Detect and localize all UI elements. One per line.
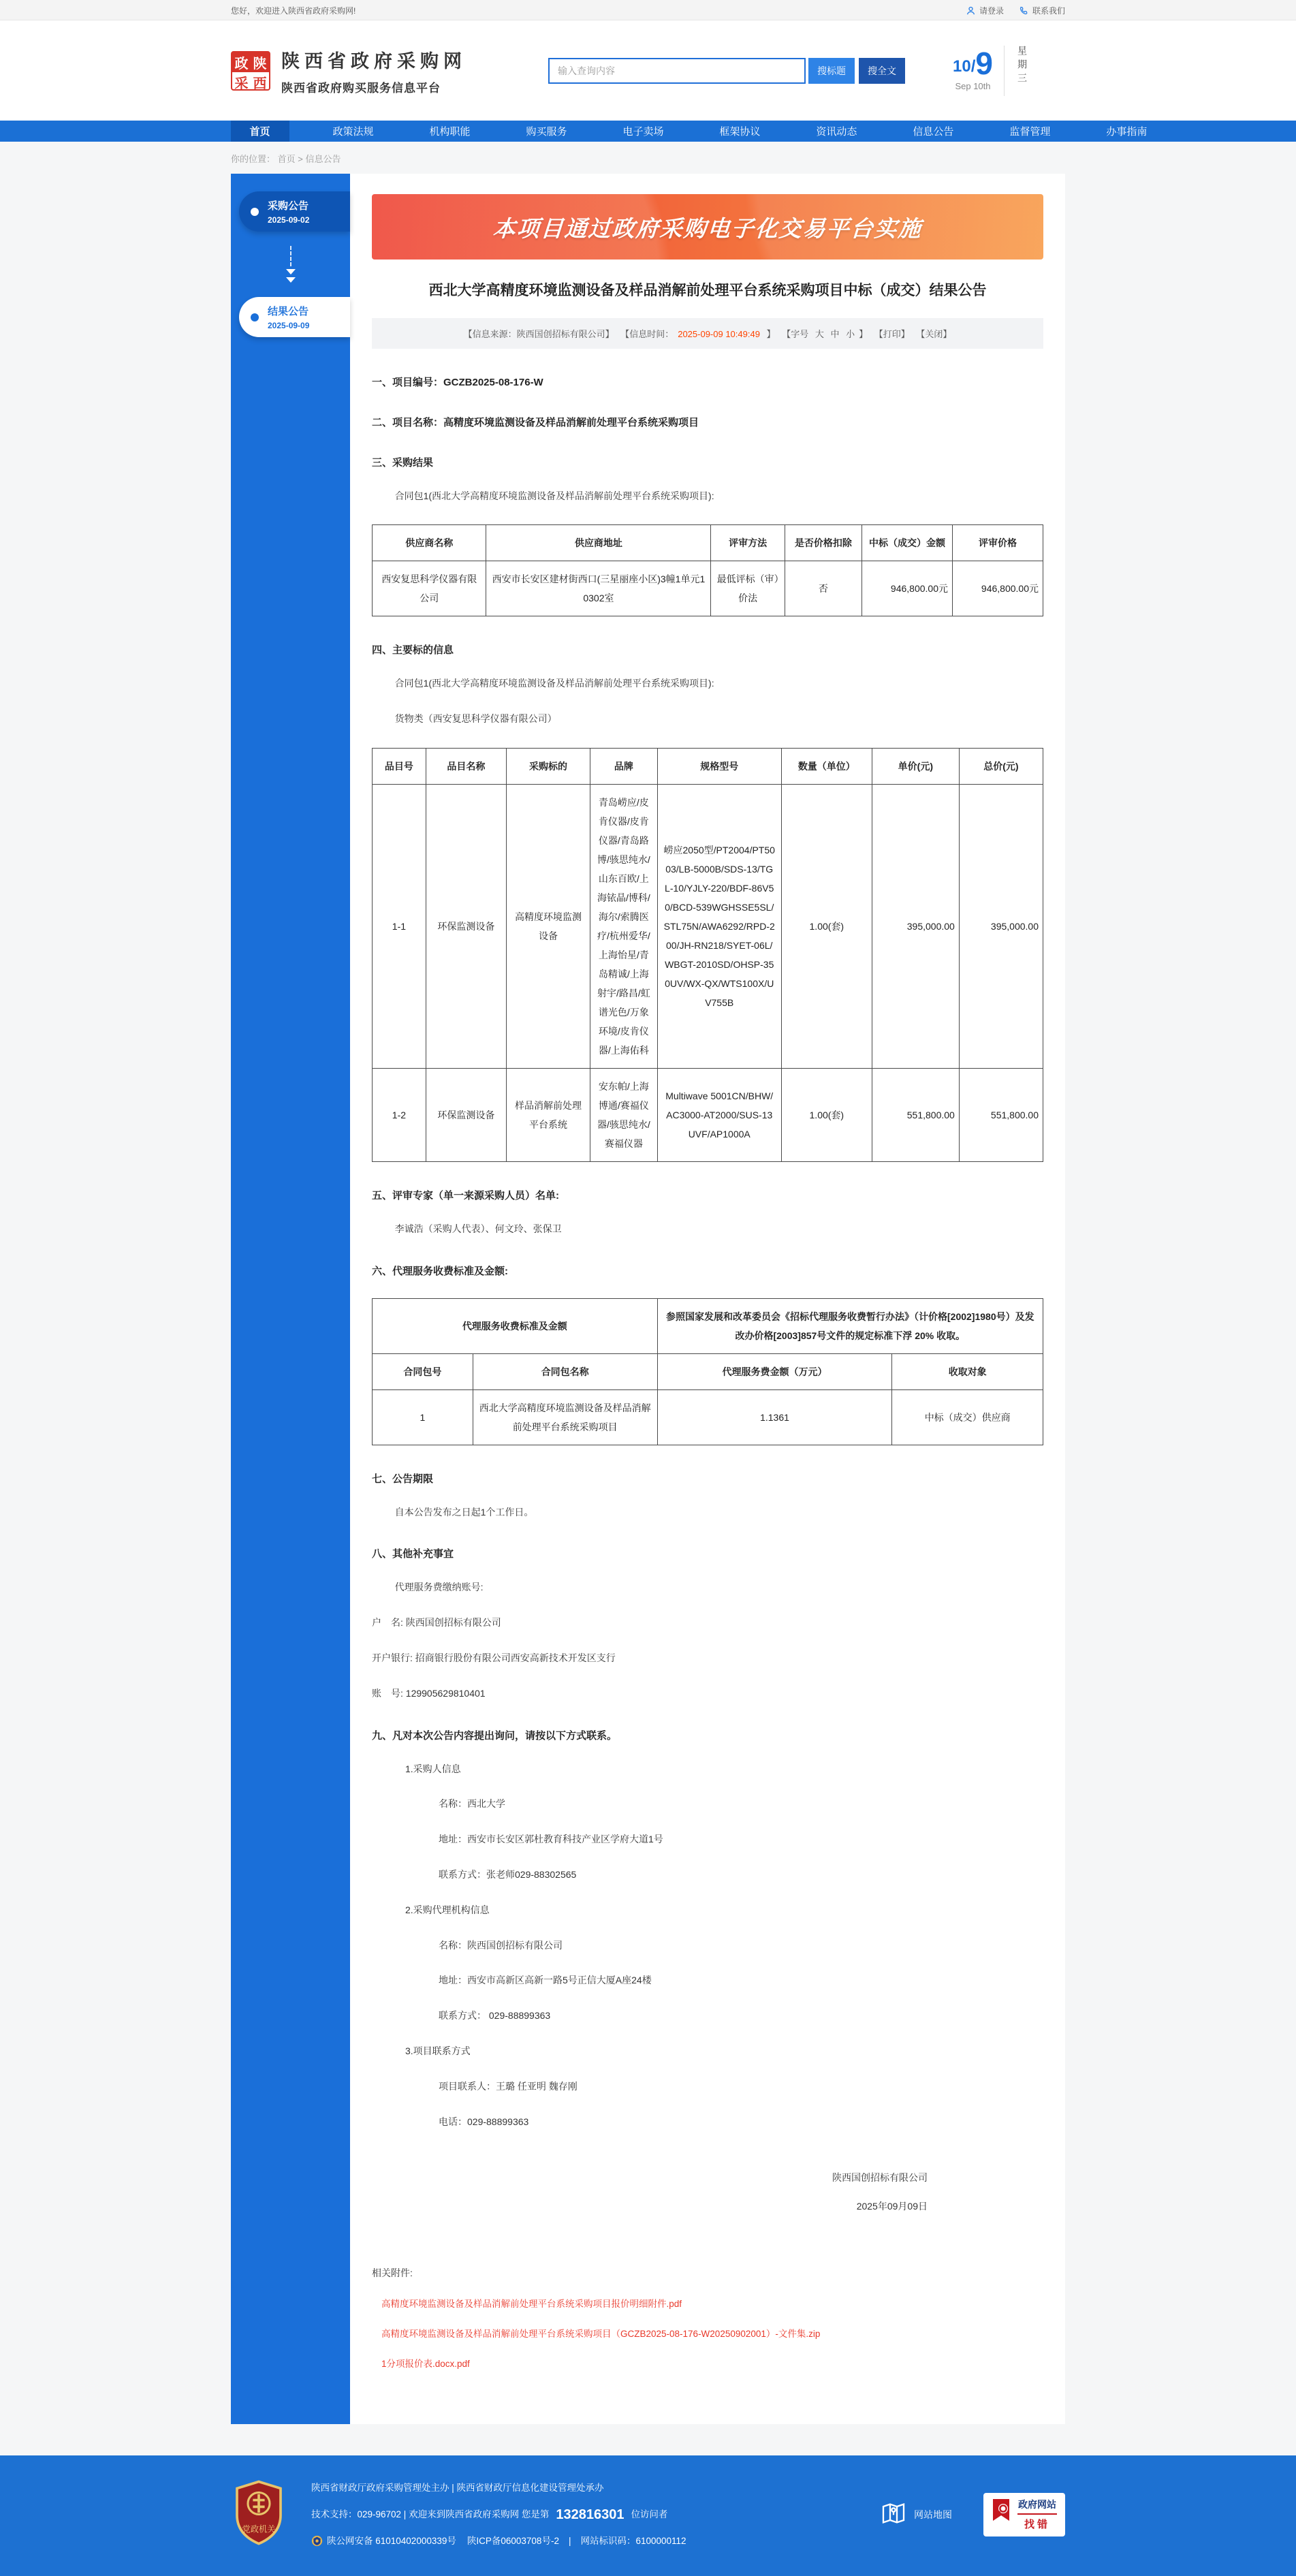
attachment-link[interactable]: 1分项报价表.docx.pdf bbox=[381, 2359, 470, 2370]
breadcrumb bbox=[231, 142, 1065, 174]
cell-review-method: 最低评标（审）价法 bbox=[711, 561, 785, 616]
cell-item-name: 环保监测设备 bbox=[426, 1068, 506, 1161]
agency-name: 名称：陕西国创招标有限公司 bbox=[439, 1939, 563, 1951]
emblem-label: 党政机关 bbox=[242, 2524, 276, 2534]
site-subtitle: 陕西省政府购买服务信息平台 bbox=[281, 81, 441, 95]
cell-review-price: 946,800.00元 bbox=[953, 561, 1043, 616]
timeline-sidebar bbox=[231, 174, 350, 2424]
col-package-no: 合同包号 bbox=[373, 1353, 473, 1389]
cell-price-deduction: 否 bbox=[785, 561, 862, 616]
user-icon bbox=[966, 5, 976, 16]
step-date: 2025-09-02 bbox=[268, 215, 310, 225]
cell-supplier-address: 西安市长安区建材街西口(三星丽座小区)3幢1单元10302室 bbox=[486, 561, 711, 616]
nav-item-policies[interactable]: 政策法规 bbox=[332, 126, 374, 138]
project-contact-phone: 电话：029-88899363 bbox=[439, 2116, 529, 2127]
bank-name: 开户银行: 招商银行股份有限公司西安高新技术开发区支行 bbox=[372, 1652, 616, 1664]
login-link[interactable] bbox=[966, 5, 1004, 16]
badge-find-error-label: 找错 bbox=[1024, 2519, 1050, 2531]
print-button[interactable]: 【打印】 bbox=[874, 328, 910, 339]
col-review-price: 评审价格 bbox=[953, 525, 1043, 561]
section-5-heading: 五、评审专家（单一来源采购人员）名单: bbox=[372, 1189, 559, 1201]
attachments-label: 相关附件: bbox=[372, 2267, 413, 2279]
site-header bbox=[0, 20, 1296, 121]
timeline-step-result-notice[interactable] bbox=[239, 297, 350, 337]
article-content bbox=[350, 174, 1065, 2424]
cell-package-name: 西北大学高精度环境监测设备及样品消解前处理平台系统采购项目 bbox=[473, 1389, 657, 1445]
logo-char: 西 bbox=[251, 72, 269, 91]
meta-time-close: 】 bbox=[763, 328, 776, 339]
supplier-result-table bbox=[372, 524, 1043, 616]
table-row bbox=[373, 1068, 1043, 1161]
nav-item-supervision[interactable]: 监督管理 bbox=[1009, 126, 1051, 138]
close-button[interactable]: 【关闭】 bbox=[916, 328, 952, 339]
nav-item-functions[interactable]: 机构职能 bbox=[429, 126, 471, 138]
col-procurement-target: 采购标的 bbox=[506, 748, 590, 784]
footer-support-line bbox=[311, 2504, 686, 2526]
cell-item-name: 环保监测设备 bbox=[426, 784, 506, 1068]
date-month: 10/ bbox=[953, 57, 976, 76]
table-row bbox=[373, 1298, 1043, 1353]
cell-fee-standard-label: 代理服务收费标准及金额 bbox=[373, 1298, 658, 1353]
signature-company: 陕西国创招标有限公司 bbox=[832, 2172, 928, 2184]
sitemap-label: 网站地图 bbox=[914, 2509, 952, 2520]
nav-item-news[interactable]: 资讯动态 bbox=[816, 126, 857, 138]
step-dot bbox=[251, 208, 259, 216]
signature-block bbox=[372, 2171, 1043, 2213]
table-header-row bbox=[373, 748, 1043, 784]
site-logo bbox=[231, 51, 270, 91]
site-title: 陕西省政府采购网 bbox=[281, 50, 467, 72]
platform-banner bbox=[372, 194, 1043, 260]
welcome-text: 您好，欢迎进入陕西省政府采购网! bbox=[231, 5, 356, 16]
purchaser-info-title: 1.采购人信息 bbox=[405, 1763, 461, 1774]
logo-char: 政 bbox=[232, 52, 251, 72]
website-error-report-badge[interactable] bbox=[983, 2493, 1065, 2536]
table-row bbox=[373, 561, 1043, 616]
cell-award-amount: 946,800.00元 bbox=[862, 561, 953, 616]
timeline-arrow-icon bbox=[231, 232, 350, 297]
col-spec-model: 规格型号 bbox=[657, 748, 781, 784]
cell-item-no: 1-2 bbox=[373, 1068, 426, 1161]
police-badge-icon bbox=[311, 2535, 323, 2547]
section-6-heading: 六、代理服务收费标准及金额: bbox=[372, 1265, 508, 1277]
expert-names: 李诚浩（采购人代表）、何文玲、张保卫 bbox=[394, 1223, 562, 1234]
badge-divider bbox=[1017, 2513, 1057, 2515]
fontsize-small-button[interactable]: 小 bbox=[846, 328, 855, 339]
fontsize-medium-button[interactable]: 中 bbox=[830, 328, 840, 339]
signature-date: 2025年09月09日 bbox=[856, 2201, 928, 2212]
banner-text: 本项目通过政府采购电子化交易平台实施 bbox=[492, 215, 923, 241]
step-title: 采购公告 bbox=[268, 200, 309, 212]
section-7-body: 自本公告发布之日起1个工作日。 bbox=[394, 1506, 534, 1518]
project-contact-title: 3.项目联系方式 bbox=[405, 2045, 471, 2057]
timeline-step-procurement-notice[interactable] bbox=[239, 191, 350, 232]
table-row bbox=[373, 784, 1043, 1068]
section-1-heading: 一、项目编号：GCZB2025-08-176-W bbox=[372, 376, 543, 388]
cell-item-no: 1-1 bbox=[373, 784, 426, 1068]
section-2-heading: 二、项目名称：高精度环境监测设备及样品消解前处理平台系统采购项目 bbox=[372, 416, 699, 428]
government-emblem-icon bbox=[231, 2480, 287, 2549]
cell-quantity: 1.00(套) bbox=[781, 784, 872, 1068]
bid-items-table bbox=[372, 748, 1043, 1162]
agency-address: 地址：西安市高新区高新一路5号正信大厦A座24楼 bbox=[439, 1975, 652, 1986]
cell-unit-price: 395,000.00 bbox=[872, 784, 959, 1068]
announcement-title: 西北大学高精度环境监测设备及样品消解前处理平台系统采购项目中标（成交）结果公告 bbox=[428, 283, 987, 298]
cell-fee-policy: 参照国家发展和改革委员会《招标代理服务收费暂行办法》（计价格[2002]1980号）及发改办价格[2003]857号文件的规定标准下浮 20% 收取。 bbox=[657, 1298, 1043, 1353]
col-agency-fee: 代理服务费金额（万元） bbox=[657, 1353, 892, 1389]
col-quantity: 数量（单位） bbox=[781, 748, 872, 784]
section-4-package: 合同包1(西北大学高精度环境监测设备及样品消解前处理平台系统采购项目): bbox=[394, 678, 714, 689]
article-meta bbox=[372, 318, 1043, 349]
fontsize-large-button[interactable]: 大 bbox=[815, 328, 824, 339]
attachment-link[interactable]: 高精度环境监测设备及样品消解前处理平台系统采购项目报价明细附件.pdf bbox=[381, 2299, 682, 2310]
footer-support-text: 技术支持：029-96702 | 欢迎来到陕西省政府采购网 您是第 bbox=[311, 2509, 550, 2520]
cell-spec-model: Multiwave 5001CN/BHW/AC3000-AT2000/SUS-13UVF/AP1000A bbox=[657, 1068, 781, 1161]
cell-charged-party: 中标（成交）供应商 bbox=[892, 1389, 1043, 1445]
section-7-heading: 七、公告期限 bbox=[372, 1473, 434, 1485]
step-title: 结果公告 bbox=[268, 306, 309, 317]
cell-supplier-name: 西安复思科学仪器有限公司 bbox=[373, 561, 486, 616]
agency-info-title: 2.采购代理机构信息 bbox=[405, 1904, 490, 1915]
cell-total-price: 395,000.00 bbox=[959, 784, 1043, 1068]
agency-contact: 联系方式： 029-88899363 bbox=[439, 2010, 551, 2022]
col-price-deduction: 是否价格扣除 bbox=[785, 525, 862, 561]
project-contact-names: 项目联系人：王璐 任亚明 魏存刚 bbox=[439, 2080, 578, 2092]
footer bbox=[0, 2455, 1296, 2576]
error-report-icon bbox=[992, 2498, 1012, 2531]
date-weekday: 星期三 bbox=[1004, 46, 1029, 96]
site-code: 网站标识码：6100000112 bbox=[580, 2535, 686, 2546]
contact-link[interactable] bbox=[1019, 5, 1065, 16]
cell-total-price: 551,800.00 bbox=[959, 1068, 1043, 1161]
step-date: 2025-09-09 bbox=[268, 321, 310, 330]
breadcrumb-separator: > bbox=[298, 154, 303, 164]
sitemap-icon bbox=[880, 2500, 907, 2529]
table-header-row bbox=[373, 525, 1043, 561]
visitor-counter: 132816301 bbox=[556, 2507, 625, 2522]
search-input[interactable] bbox=[548, 58, 806, 84]
col-review-method: 评审方法 bbox=[711, 525, 785, 561]
badge-site-label: 政府网站 bbox=[1018, 2499, 1056, 2511]
sitemap-link[interactable] bbox=[880, 2500, 952, 2529]
col-award-amount: 中标（成交）金额 bbox=[862, 525, 953, 561]
col-brand: 品牌 bbox=[590, 748, 658, 784]
date-widget bbox=[953, 46, 1029, 96]
nav-item-framework[interactable]: 框架协议 bbox=[719, 126, 761, 138]
col-unit-price: 单价(元) bbox=[872, 748, 959, 784]
meta-fontsize-close: 】 bbox=[859, 328, 868, 339]
login-label: 请登录 bbox=[979, 5, 1004, 16]
search-title-button[interactable]: 搜标题 bbox=[808, 58, 855, 84]
cell-agency-fee: 1.1361 bbox=[657, 1389, 892, 1445]
agency-fee-table bbox=[372, 1298, 1043, 1445]
topbar bbox=[0, 0, 1296, 20]
section-8-heading: 八、其他补充事宜 bbox=[372, 1548, 454, 1560]
col-supplier-address: 供应商地址 bbox=[486, 525, 711, 561]
nav-item-home[interactable]: 首页 bbox=[231, 121, 289, 142]
beian-icp-link[interactable]: 陕ICP备06003708号-2 bbox=[467, 2535, 559, 2546]
cell-unit-price: 551,800.00 bbox=[872, 1068, 959, 1161]
breadcrumb-current: 信息公告 bbox=[305, 154, 341, 164]
footer-beian-line bbox=[311, 2534, 686, 2549]
search-fulltext-button[interactable]: 搜全文 bbox=[859, 58, 905, 84]
account-number: 账 号: 129905629810401 bbox=[372, 1687, 486, 1699]
meta-time-value: 2025-09-09 10:49:49 bbox=[678, 328, 760, 339]
purchaser-contact: 联系方式：张老师029-88302565 bbox=[439, 1869, 577, 1881]
meta-source: 【信息来源：陕西国创招标有限公司】 bbox=[463, 328, 614, 339]
logo-char: 采 bbox=[232, 72, 251, 91]
purchaser-name: 名称：西北大学 bbox=[439, 1798, 505, 1810]
step-dot bbox=[251, 313, 259, 321]
section-4-heading: 四、主要标的信息 bbox=[372, 644, 454, 657]
phone-icon bbox=[1019, 5, 1029, 16]
visitor-suffix: 位访问者 bbox=[631, 2509, 668, 2520]
nav-item-announcements[interactable]: 信息公告 bbox=[913, 126, 954, 138]
col-supplier-name: 供应商名称 bbox=[373, 525, 486, 561]
purchaser-address: 地址：西安市长安区郭杜教育科技产业区学府大道1号 bbox=[439, 1834, 663, 1845]
section-4-category: 货物类（西安复思科学仪器有限公司） bbox=[394, 713, 557, 725]
cell-procurement-target: 样品消解前处理平台系统 bbox=[506, 1068, 590, 1161]
col-total-price: 总价(元) bbox=[959, 748, 1043, 784]
table-row bbox=[373, 1389, 1043, 1445]
main-nav bbox=[0, 121, 1296, 142]
attachments-section bbox=[372, 2266, 1043, 2370]
nav-item-guide[interactable]: 办事指南 bbox=[1106, 126, 1148, 138]
logo-char: 陕 bbox=[251, 52, 269, 72]
col-package-name: 合同包名称 bbox=[473, 1353, 657, 1389]
meta-time-label: 【信息时间： bbox=[620, 328, 674, 339]
cell-spec-model: 崂应2050型/PT2004/PT5003/LB-5000B/SDS-13/TGL-10/YJLY-220/BDF-86V50/BCD-539WGHSSE5SL/STL75N/AWA6292/RPD-200/JH-RN218/SYET-06L/WBGT-2010SD/OHSP-350UV/WX-QX/WTS100X/UV755B bbox=[657, 784, 781, 1068]
cell-package-no: 1 bbox=[373, 1389, 473, 1445]
section-3-heading: 三、采购结果 bbox=[372, 456, 434, 469]
col-item-name: 品目名称 bbox=[426, 748, 506, 784]
footer-divider: | bbox=[568, 2535, 571, 2546]
breadcrumb-home-link[interactable]: 首页 bbox=[277, 154, 296, 164]
col-item-no: 品目号 bbox=[373, 748, 426, 784]
section-3-package: 合同包1(西北大学高精度环境监测设备及样品消解前处理平台系统采购项目): bbox=[394, 490, 714, 501]
cell-brand: 安东帕/上海博通/赛福仪器/骇思纯水/赛福仪器 bbox=[590, 1068, 658, 1161]
payment-account-intro: 代理服务费缴纳账号: bbox=[394, 1582, 484, 1593]
meta-fontsize-label: 【字号 bbox=[782, 328, 809, 339]
contact-label: 联系我们 bbox=[1032, 5, 1065, 16]
footer-organizer-line: 陕西省财政厅政府采购管理处主办 | 陕西省财政厅信息化建设管理处承办 bbox=[311, 2483, 604, 2494]
search-bar bbox=[548, 58, 905, 84]
attachment-link[interactable]: 高精度环境监测设备及样品消解前处理平台系统采购项目（GCZB2025-08-176-W20250902001）-文件集.zip bbox=[381, 2329, 821, 2340]
nav-item-purchase-services[interactable]: 购买服务 bbox=[526, 126, 567, 138]
cell-quantity: 1.00(套) bbox=[781, 1068, 872, 1161]
breadcrumb-label: 你的位置： bbox=[231, 154, 276, 164]
table-header-row bbox=[373, 1353, 1043, 1389]
account-name: 户 名: 陕西国创招标有限公司 bbox=[372, 1617, 501, 1629]
date-day: 9 bbox=[975, 46, 993, 82]
col-charged-party: 收取对象 bbox=[892, 1353, 1043, 1389]
date-english: Sep 10th bbox=[955, 80, 991, 91]
nav-item-e-market[interactable]: 电子卖场 bbox=[622, 126, 664, 138]
cell-procurement-target: 高精度环境监测设备 bbox=[506, 784, 590, 1068]
section-9-heading: 九、凡对本次公告内容提出询问，请按以下方式联系。 bbox=[372, 1729, 618, 1742]
beian-gongan-link[interactable]: 陕公网安备 61010402000339号 bbox=[327, 2535, 456, 2546]
cell-brand: 青岛崂应/皮肯仪器/皮肯仪器/青岛路博/骇思纯水/山东百欧/上海铱晶/博科/海尔/索腾医疗/杭州爱华/上海怡星/青岛精诚/上海射宇/路昌/虹谱光色/万象环境/皮肯仪器/上海佑科 bbox=[590, 784, 658, 1068]
